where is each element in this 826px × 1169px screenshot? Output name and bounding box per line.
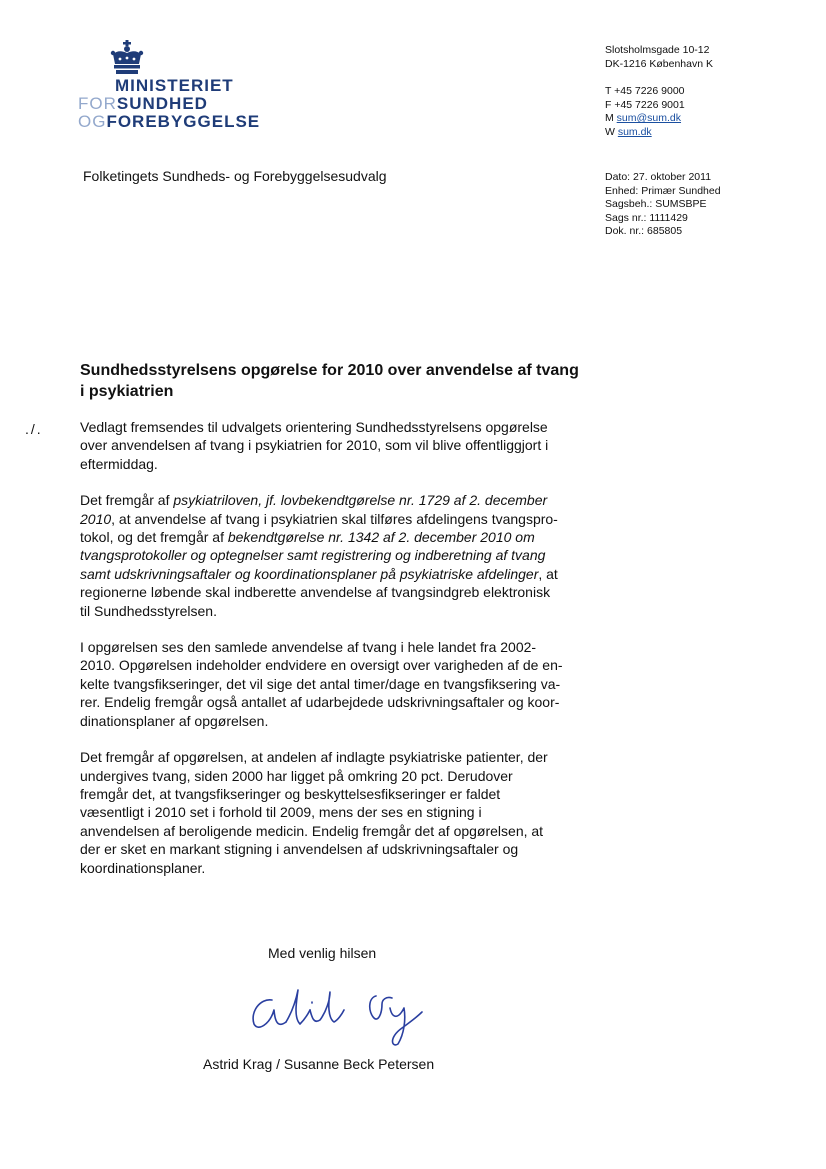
address-city: DK-1216 København K: [605, 57, 713, 70]
meta-date: Dato: 27. oktober 2011: [605, 171, 712, 183]
logo-word-sundhed: SUNDHED: [116, 94, 208, 113]
ministry-logo: [78, 40, 278, 135]
mail-prefix: M: [605, 112, 614, 124]
logo-line-forebyggelse: [78, 113, 260, 131]
signer-names: Astrid Krag / Susanne Beck Petersen: [203, 1056, 435, 1072]
handwritten-signature: [242, 978, 442, 1048]
paragraph-2-part-a: Det fremgår af: [80, 492, 174, 509]
paragraph-2-law-reference: psykiatriloven, jf. lovbekendtgørelse nr. 1729 af 2. december 2010: [80, 492, 548, 527]
address-mail-row: [605, 112, 713, 126]
address-block: [605, 44, 713, 139]
web-link[interactable]: sum.dk: [617, 125, 652, 138]
logo-prefix-for: FOR: [78, 94, 117, 113]
address-phone: T +45 7226 9000: [605, 85, 685, 97]
greeting: Med venlig hilsen: [268, 945, 377, 961]
recipient: Folketingets Sundheds- og Forebyggelsesudvalg: [83, 168, 387, 184]
letter-title: Sundhedsstyrelsens opgørelse for 2010 over anvendelse af tvang i psykiatrien: [80, 362, 579, 400]
logo-word-forebyggelse: FOREBYGGELSE: [106, 112, 261, 131]
web-prefix: W: [605, 125, 615, 138]
paragraph-2-part-c: , at anvendelse af tvang i psykiatrien skal tilføres afdelingens tvangspro-tokol, og det fremgår af: [80, 510, 558, 546]
paragraph-3: I opgørelsen ses den samlede anvendelse af tvang i hele landet fra 2002-2010. Opgørelsen indeholder endvidere en oversigt over varigheden af de en-kelte tvangsfikseringer, det vil sige det antal timer/dage en tvangsfiksering va-rer. Endelig fremgår også antallet af udarbejdede udskrivningsaftaler og koor-dinationsplaner af opgørelsen.: [80, 639, 563, 729]
paragraph-2-order-reference: bekendtgørelse nr. 1342 af 2. december 2010 om tvangsprotokoller og optegnelser samt registrering og indberetning af tvang samt udskrivningsaftaler og koordinationsplaner på psykiatriske afdelinger: [80, 529, 546, 582]
paragraph-2-part-e: , at regionerne løbende skal indberette anvendelse af tvangsindgreb elektronisk til Sundhedsstyrelsen.: [80, 565, 558, 619]
meta-case-no: Sags nr.: 1111429: [605, 211, 688, 224]
crown-icon: [110, 40, 144, 76]
logo-line-sundhed: [78, 95, 208, 113]
meta-unit: Enhed: Primær Sundhed: [605, 184, 721, 197]
letter-body: [80, 418, 564, 895]
paragraph-2: [80, 491, 564, 620]
meta-handler: Sagsbeh.: SUMSBPE: [605, 198, 707, 210]
paragraph-4: Det fremgår af opgørelsen, at andelen af indlagte psykiatriske patienter, der undergives tvang, siden 2000 har ligget på omkring 20 pct. Derudover fremgår det, at tvangsfikseringer og beskyttelsesfikseringer er faldet væsentligt i 2010 set i forhold til 2009, mens der ses en stigning i anvendelsen af beroligende medicin. Endelig fremgår det af opgørelsen, at der er sket en markant stigning i anvendelsen af udskrivningsaftaler og koordinationsplaner.: [80, 749, 548, 876]
attachment-marker: ./.: [25, 421, 43, 437]
logo-line-ministeriet: MINISTERIET: [115, 76, 234, 95]
logo-prefix-og: OG: [78, 112, 107, 131]
meta-block: [605, 171, 721, 239]
address-fax: F +45 7226 9001: [605, 98, 685, 111]
meta-doc-no: Dok. nr.: 685805: [605, 225, 683, 237]
address-street: Slotsholmsgade 10-12: [605, 44, 710, 56]
paragraph-1: Vedlagt fremsendes til udvalgets orientering Sundhedsstyrelsens opgørelse over anvendelsen af tvang i psykiatrien for 2010, som vil blive offentliggjort i eftermiddag.: [80, 419, 549, 472]
email-link[interactable]: sum@sum.dk: [616, 112, 682, 124]
address-web-row: [605, 126, 713, 140]
